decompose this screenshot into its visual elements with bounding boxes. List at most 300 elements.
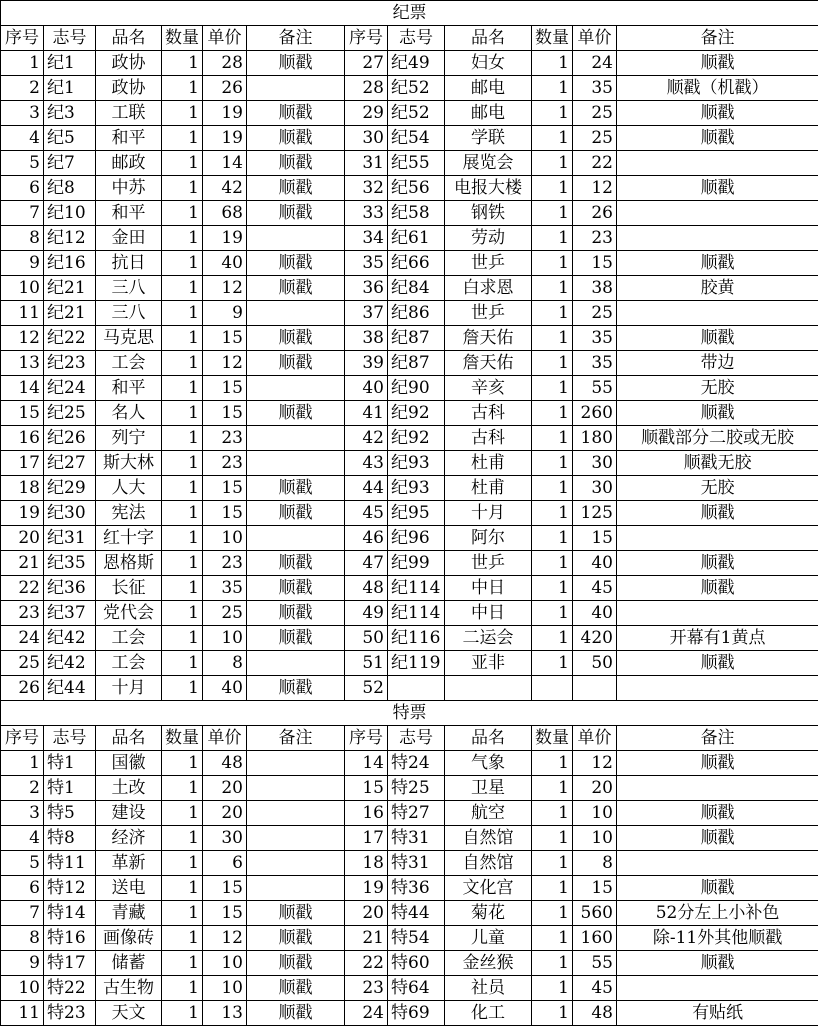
unit-price-cell: 28 <box>203 51 247 76</box>
remark-cell: 顺戳 <box>617 501 818 526</box>
item-name-cell: 电报大楼 <box>445 176 532 201</box>
serial-cell: 15 <box>1 401 44 426</box>
quantity-cell: 1 <box>162 676 203 701</box>
stamp-code-cell: 纪44 <box>44 676 96 701</box>
serial-cell: 31 <box>345 151 388 176</box>
unit-price-cell: 260 <box>573 401 617 426</box>
stamp-code-cell: 纪114 <box>388 601 445 626</box>
quantity-cell: 1 <box>532 351 573 376</box>
serial-cell: 29 <box>345 101 388 126</box>
remark-cell: 顺戳 <box>247 101 345 126</box>
serial-cell: 19 <box>1 501 44 526</box>
quantity-cell: 1 <box>162 326 203 351</box>
unit-price-cell: 15 <box>203 376 247 401</box>
unit-price-cell: 8 <box>573 851 617 876</box>
stamp-code-cell: 特11 <box>44 851 96 876</box>
quantity-cell: 1 <box>532 1001 573 1026</box>
unit-price-cell: 20 <box>203 776 247 801</box>
item-name-cell: 建设 <box>96 801 162 826</box>
stamp-code-cell: 纪84 <box>388 276 445 301</box>
remark-cell <box>247 376 345 401</box>
unit-price-cell: 55 <box>573 376 617 401</box>
unit-price-cell: 30 <box>573 476 617 501</box>
quantity-cell: 1 <box>162 351 203 376</box>
header-serial: 序号 <box>1 26 44 51</box>
unit-price-cell: 48 <box>203 751 247 776</box>
unit-price-cell: 25 <box>573 301 617 326</box>
header-quantity: 数量 <box>162 726 203 751</box>
unit-price-cell: 35 <box>573 76 617 101</box>
item-name-cell: 三八 <box>96 276 162 301</box>
serial-cell: 3 <box>1 801 44 826</box>
item-name-cell: 画像砖 <box>96 926 162 951</box>
item-name-cell: 党代会 <box>96 601 162 626</box>
serial-cell: 38 <box>345 326 388 351</box>
serial-cell: 17 <box>345 826 388 851</box>
unit-price-cell: 30 <box>573 451 617 476</box>
table-row <box>1 251 818 276</box>
stamp-code-cell: 纪37 <box>44 601 96 626</box>
table-row <box>1 126 818 151</box>
table-row <box>1 1001 818 1026</box>
header-serial: 序号 <box>345 726 388 751</box>
item-name-cell: 学联 <box>445 126 532 151</box>
unit-price-cell: 15 <box>203 476 247 501</box>
table-row <box>1 676 818 701</box>
table-row <box>1 101 818 126</box>
stamp-code-cell: 特1 <box>44 776 96 801</box>
stamp-code-cell: 特60 <box>388 951 445 976</box>
quantity-cell: 1 <box>162 376 203 401</box>
remark-cell: 顺戳 <box>247 276 345 301</box>
quantity-cell: 1 <box>162 926 203 951</box>
remark-cell: 顺戳 <box>247 126 345 151</box>
unit-price-cell: 38 <box>573 276 617 301</box>
serial-cell: 25 <box>1 651 44 676</box>
quantity-cell: 1 <box>532 501 573 526</box>
unit-price-cell: 19 <box>203 126 247 151</box>
serial-cell: 30 <box>345 126 388 151</box>
remark-cell <box>617 201 818 226</box>
column-header-row <box>1 26 818 51</box>
serial-cell: 11 <box>1 1001 44 1026</box>
item-name-cell: 劳动 <box>445 226 532 251</box>
table-row <box>1 76 818 101</box>
table-row <box>1 376 818 401</box>
stamp-code-cell: 纪30 <box>44 501 96 526</box>
remark-cell: 无胶 <box>617 476 818 501</box>
serial-cell: 46 <box>345 526 388 551</box>
stamp-code-cell: 特24 <box>388 751 445 776</box>
item-name-cell: 辛亥 <box>445 376 532 401</box>
serial-cell: 33 <box>345 201 388 226</box>
item-name-cell: 送电 <box>96 876 162 901</box>
quantity-cell: 1 <box>532 951 573 976</box>
stamp-code-cell: 纪21 <box>44 276 96 301</box>
remark-cell <box>247 76 345 101</box>
quantity-cell: 1 <box>532 926 573 951</box>
stamp-code-cell: 纪119 <box>388 651 445 676</box>
quantity-cell: 1 <box>162 476 203 501</box>
item-name-cell: 和平 <box>96 126 162 151</box>
remark-cell: 顺戳 <box>247 901 345 926</box>
header-item-name: 品名 <box>445 726 532 751</box>
item-name-cell: 和平 <box>96 376 162 401</box>
remark-cell: 顺戳 <box>247 351 345 376</box>
remark-cell: 顺戳 <box>617 251 818 276</box>
table-row <box>1 901 818 926</box>
item-name-cell: 斯大林 <box>96 451 162 476</box>
header-unit-price: 单价 <box>573 726 617 751</box>
serial-cell: 17 <box>1 451 44 476</box>
serial-cell: 7 <box>1 201 44 226</box>
serial-cell: 41 <box>345 401 388 426</box>
remark-cell <box>617 851 818 876</box>
item-name-cell: 钢铁 <box>445 201 532 226</box>
serial-cell: 26 <box>1 676 44 701</box>
quantity-cell: 1 <box>532 51 573 76</box>
quantity-cell: 1 <box>532 876 573 901</box>
remark-cell: 顺戳 <box>247 251 345 276</box>
remark-cell: 顺戳 <box>617 551 818 576</box>
quantity-cell: 1 <box>162 976 203 1001</box>
serial-cell: 6 <box>1 176 44 201</box>
unit-price-cell: 12 <box>573 751 617 776</box>
unit-price-cell: 9 <box>203 301 247 326</box>
serial-cell: 16 <box>1 426 44 451</box>
serial-cell: 21 <box>1 551 44 576</box>
stamp-code-cell: 纪96 <box>388 526 445 551</box>
serial-cell: 10 <box>1 276 44 301</box>
remark-cell: 顺戳 <box>617 176 818 201</box>
stamp-code-cell: 特12 <box>44 876 96 901</box>
stamp-code-cell: 纪5 <box>44 126 96 151</box>
unit-price-cell: 50 <box>573 651 617 676</box>
remark-cell <box>617 526 818 551</box>
quantity-cell: 1 <box>162 801 203 826</box>
quantity-cell: 1 <box>162 426 203 451</box>
remark-cell <box>617 601 818 626</box>
remark-cell: 顺戳 <box>617 51 818 76</box>
quantity-cell: 1 <box>162 126 203 151</box>
stamp-code-cell: 纪35 <box>44 551 96 576</box>
serial-cell: 11 <box>1 301 44 326</box>
table-row <box>1 601 818 626</box>
header-serial: 序号 <box>345 26 388 51</box>
quantity-cell: 1 <box>532 776 573 801</box>
table-row <box>1 626 818 651</box>
unit-price-cell: 160 <box>573 926 617 951</box>
header-item-name: 品名 <box>445 26 532 51</box>
unit-price-cell: 23 <box>203 426 247 451</box>
serial-cell: 28 <box>345 76 388 101</box>
unit-price-cell: 48 <box>573 1001 617 1026</box>
serial-cell: 16 <box>345 801 388 826</box>
table-row <box>1 226 818 251</box>
unit-price-cell: 13 <box>203 1001 247 1026</box>
unit-price-cell: 40 <box>203 251 247 276</box>
unit-price-cell: 12 <box>573 176 617 201</box>
serial-cell: 35 <box>345 251 388 276</box>
serial-cell: 4 <box>1 826 44 851</box>
stamp-code-cell: 纪93 <box>388 476 445 501</box>
quantity-cell: 1 <box>532 226 573 251</box>
item-name-cell: 邮电 <box>445 76 532 101</box>
serial-cell: 8 <box>1 926 44 951</box>
item-name-cell: 气象 <box>445 751 532 776</box>
item-name-cell: 古科 <box>445 401 532 426</box>
stamp-code-cell: 纪52 <box>388 101 445 126</box>
unit-price-cell: 10 <box>203 626 247 651</box>
serial-cell: 6 <box>1 876 44 901</box>
stamp-code-cell: 纪36 <box>44 576 96 601</box>
serial-cell: 48 <box>345 576 388 601</box>
quantity-cell: 1 <box>162 201 203 226</box>
stamp-code-cell: 纪61 <box>388 226 445 251</box>
serial-cell: 14 <box>1 376 44 401</box>
remark-cell: 顺戳 <box>247 626 345 651</box>
quantity-cell: 1 <box>162 626 203 651</box>
remark-cell: 顺戳 <box>617 801 818 826</box>
unit-price-cell: 15 <box>203 326 247 351</box>
quantity-cell: 1 <box>162 226 203 251</box>
stamp-code-cell: 纪42 <box>44 626 96 651</box>
remark-cell: 顺戳 <box>617 101 818 126</box>
item-name-cell: 世乒 <box>445 551 532 576</box>
header-remark: 备注 <box>247 726 345 751</box>
quantity-cell: 1 <box>162 76 203 101</box>
table-row <box>1 476 818 501</box>
section-title: 纪票 <box>1 1 818 26</box>
remark-cell <box>247 426 345 451</box>
serial-cell: 24 <box>345 1001 388 1026</box>
stamp-code-cell: 特27 <box>388 801 445 826</box>
quantity-cell: 1 <box>162 401 203 426</box>
remark-cell <box>617 976 818 1001</box>
table-row <box>1 951 818 976</box>
serial-cell: 9 <box>1 251 44 276</box>
unit-price-cell: 180 <box>573 426 617 451</box>
item-name-cell: 土改 <box>96 776 162 801</box>
unit-price-cell: 23 <box>573 226 617 251</box>
remark-cell: 顺戳 <box>247 201 345 226</box>
quantity-cell: 1 <box>162 251 203 276</box>
item-name-cell: 工会 <box>96 651 162 676</box>
quantity-cell: 1 <box>162 176 203 201</box>
unit-price-cell: 15 <box>203 876 247 901</box>
table-row <box>1 351 818 376</box>
remark-cell: 顺戳 <box>247 326 345 351</box>
quantity-cell: 1 <box>162 551 203 576</box>
stamp-code-cell: 特31 <box>388 826 445 851</box>
unit-price-cell: 35 <box>203 576 247 601</box>
remark-cell: 顺戳 <box>247 601 345 626</box>
header-remark: 备注 <box>617 26 818 51</box>
unit-price-cell: 12 <box>203 926 247 951</box>
stamp-code-cell: 纪49 <box>388 51 445 76</box>
quantity-cell <box>532 676 573 701</box>
remark-cell: 顺戳部分二胶或无胶 <box>617 426 818 451</box>
remark-cell: 顺戳 <box>247 401 345 426</box>
header-remark: 备注 <box>617 726 818 751</box>
serial-cell: 50 <box>345 626 388 651</box>
stamp-code-cell: 特44 <box>388 901 445 926</box>
serial-cell: 43 <box>345 451 388 476</box>
remark-cell: 除-11外其他顺戳 <box>617 926 818 951</box>
serial-cell: 15 <box>345 776 388 801</box>
remark-cell <box>617 226 818 251</box>
unit-price-cell: 15 <box>203 401 247 426</box>
unit-price-cell: 10 <box>203 976 247 1001</box>
remark-cell: 顺戳 <box>617 751 818 776</box>
column-header-row <box>1 726 818 751</box>
remark-cell <box>617 676 818 701</box>
stamp-code-cell: 特23 <box>44 1001 96 1026</box>
stamp-code-cell: 纪90 <box>388 376 445 401</box>
table-row <box>1 451 818 476</box>
quantity-cell: 1 <box>162 451 203 476</box>
table-row <box>1 751 818 776</box>
table-row <box>1 526 818 551</box>
stamp-code-cell: 纪24 <box>44 376 96 401</box>
serial-cell: 34 <box>345 226 388 251</box>
stamp-code-cell: 特69 <box>388 1001 445 1026</box>
serial-cell: 20 <box>1 526 44 551</box>
remark-cell: 顺戳 <box>247 501 345 526</box>
quantity-cell: 1 <box>532 276 573 301</box>
unit-price-cell: 42 <box>203 176 247 201</box>
header-unit-price: 单价 <box>203 726 247 751</box>
item-name-cell: 亚非 <box>445 651 532 676</box>
stamp-code-cell: 纪95 <box>388 501 445 526</box>
serial-cell: 14 <box>345 751 388 776</box>
unit-price-cell: 68 <box>203 201 247 226</box>
stamp-code-cell: 纪23 <box>44 351 96 376</box>
stamp-code-cell: 特14 <box>44 901 96 926</box>
unit-price-cell: 560 <box>573 901 617 926</box>
remark-cell: 有贴纸 <box>617 1001 818 1026</box>
unit-price-cell: 6 <box>203 851 247 876</box>
remark-cell: 顺戳 <box>617 876 818 901</box>
table-body <box>1 1 818 1026</box>
unit-price-cell: 40 <box>203 676 247 701</box>
stamp-code-cell: 纪66 <box>388 251 445 276</box>
serial-cell: 24 <box>1 626 44 651</box>
quantity-cell: 1 <box>162 101 203 126</box>
quantity-cell: 1 <box>532 101 573 126</box>
item-name-cell: 自然馆 <box>445 851 532 876</box>
unit-price-cell: 45 <box>573 576 617 601</box>
table-row <box>1 876 818 901</box>
table-row <box>1 826 818 851</box>
serial-cell: 40 <box>345 376 388 401</box>
item-name-cell: 古生物 <box>96 976 162 1001</box>
unit-price-cell: 25 <box>573 101 617 126</box>
unit-price-cell: 420 <box>573 626 617 651</box>
table-row <box>1 401 818 426</box>
quantity-cell: 1 <box>532 76 573 101</box>
item-name-cell: 列宁 <box>96 426 162 451</box>
remark-cell <box>247 651 345 676</box>
serial-cell: 3 <box>1 101 44 126</box>
item-name-cell: 社员 <box>445 976 532 1001</box>
section-title-row <box>1 701 818 726</box>
quantity-cell: 1 <box>532 601 573 626</box>
unit-price-cell: 24 <box>573 51 617 76</box>
serial-cell: 45 <box>345 501 388 526</box>
table-row <box>1 276 818 301</box>
remark-cell: 顺戳 <box>617 576 818 601</box>
quantity-cell: 1 <box>532 651 573 676</box>
item-name-cell: 自然馆 <box>445 826 532 851</box>
item-name-cell: 抗日 <box>96 251 162 276</box>
item-name-cell: 三八 <box>96 301 162 326</box>
unit-price-cell: 40 <box>573 601 617 626</box>
unit-price-cell: 35 <box>573 351 617 376</box>
quantity-cell: 1 <box>532 751 573 776</box>
remark-cell: 顺戳 <box>247 551 345 576</box>
stamp-code-cell: 纪31 <box>44 526 96 551</box>
remark-cell <box>617 301 818 326</box>
stamp-code-cell: 纪10 <box>44 201 96 226</box>
serial-cell: 39 <box>345 351 388 376</box>
stamp-code-cell: 特31 <box>388 851 445 876</box>
unit-price-cell: 19 <box>203 101 247 126</box>
header-unit-price: 单价 <box>573 26 617 51</box>
quantity-cell: 1 <box>532 426 573 451</box>
unit-price-cell: 45 <box>573 976 617 1001</box>
table-row <box>1 976 818 1001</box>
serial-cell: 49 <box>345 601 388 626</box>
item-name-cell: 文化宫 <box>445 876 532 901</box>
unit-price-cell: 10 <box>573 801 617 826</box>
stamp-code-cell: 纪93 <box>388 451 445 476</box>
item-name-cell: 中苏 <box>96 176 162 201</box>
serial-cell: 47 <box>345 551 388 576</box>
serial-cell: 51 <box>345 651 388 676</box>
header-quantity: 数量 <box>532 26 573 51</box>
quantity-cell: 1 <box>532 176 573 201</box>
quantity-cell: 1 <box>162 1001 203 1026</box>
unit-price-cell: 22 <box>573 151 617 176</box>
serial-cell: 18 <box>345 851 388 876</box>
item-name-cell: 天文 <box>96 1001 162 1026</box>
quantity-cell: 1 <box>532 801 573 826</box>
remark-cell: 顺戳 <box>617 651 818 676</box>
item-name-cell: 青藏 <box>96 901 162 926</box>
item-name-cell: 政协 <box>96 76 162 101</box>
unit-price-cell <box>573 676 617 701</box>
quantity-cell: 1 <box>532 301 573 326</box>
remark-cell <box>247 876 345 901</box>
table-row <box>1 551 818 576</box>
serial-cell: 44 <box>345 476 388 501</box>
serial-cell: 21 <box>345 926 388 951</box>
quantity-cell: 1 <box>532 201 573 226</box>
table-row <box>1 426 818 451</box>
unit-price-cell: 30 <box>203 826 247 851</box>
serial-cell: 19 <box>345 876 388 901</box>
remark-cell: 顺戳 <box>617 126 818 151</box>
remark-cell <box>617 776 818 801</box>
serial-cell: 2 <box>1 776 44 801</box>
serial-cell: 20 <box>345 901 388 926</box>
item-name-cell: 十月 <box>445 501 532 526</box>
serial-cell: 27 <box>345 51 388 76</box>
serial-cell: 37 <box>345 301 388 326</box>
header-unit-price: 单价 <box>203 26 247 51</box>
item-name-cell: 詹天佑 <box>445 351 532 376</box>
